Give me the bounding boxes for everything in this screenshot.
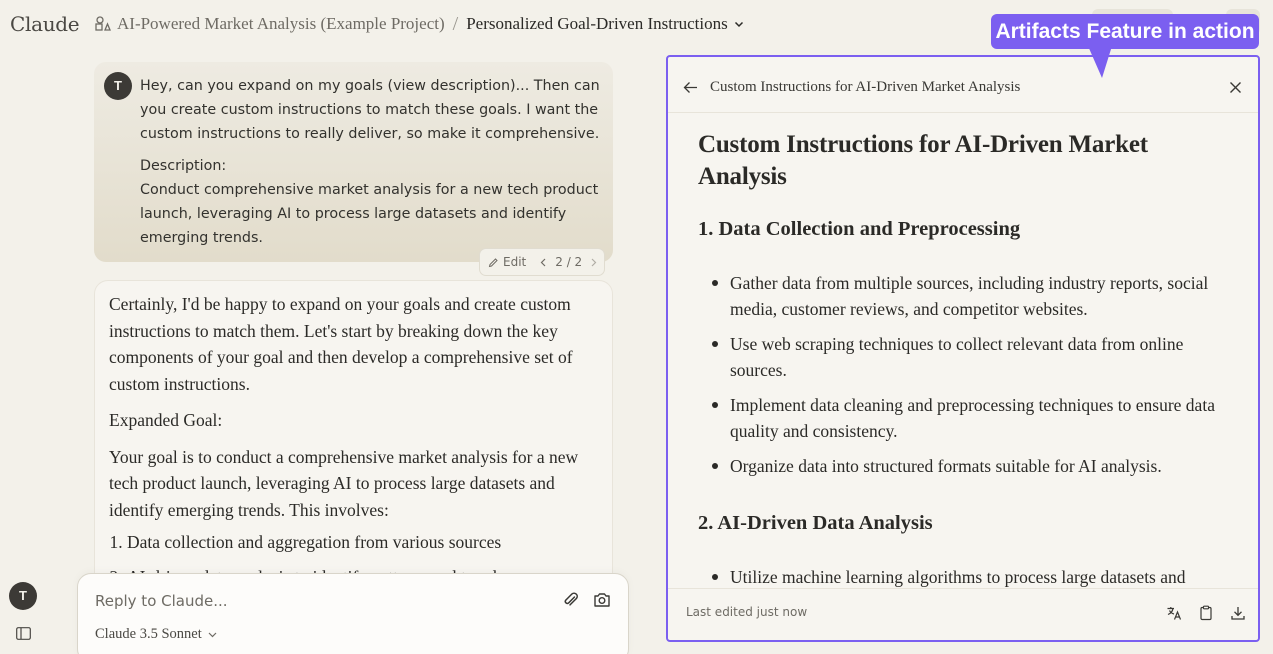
edit-label: Edit (503, 255, 527, 269)
conversation-title[interactable]: Personalized Goal-Driven Instructions (466, 14, 728, 33)
breadcrumb-separator: / (452, 13, 459, 35)
model-name: Claude 3.5 Sonnet (95, 626, 202, 642)
list-item: Utilize machine learning algorithms to process large datasets and (698, 564, 1238, 591)
artifact-content (698, 129, 1238, 591)
last-edited-status: Last edited just now (686, 605, 808, 619)
breadcrumb (94, 14, 745, 34)
user-message (94, 62, 613, 262)
assistant-paragraph: Your goal is to conduct a comprehensive market analysis for a new tech product launch, leveraging AI to process large datasets and identify emerging trends. This involves: (109, 446, 579, 520)
account-avatar[interactable]: T (9, 582, 37, 610)
artifact-panel (666, 55, 1260, 642)
user-message-paragraph: Hey, can you expand on my goals (view description)... Then can you create custom instructions to match these goals. I want the custom instructions to really deliver, so make it comprehensive. (140, 78, 600, 142)
reply-input[interactable]: Reply to Claude... (95, 592, 228, 610)
section-list (698, 564, 1238, 591)
edit-controls (479, 248, 605, 276)
list-item: Gather data from multiple sources, including industry reports, social media, customer reviews, and competitor websites. (698, 270, 1238, 322)
user-message-text (140, 74, 600, 258)
user-message-description: Description: Conduct comprehensive market analysis for a new tech product launch, leveraging AI to process large datasets and identify emerging trends. (140, 158, 599, 246)
section-heading: 2. AI-Driven Data Analysis (698, 512, 933, 534)
camera-icon[interactable] (593, 591, 611, 609)
chevron-down-icon[interactable] (733, 18, 745, 30)
chevron-right-icon[interactable] (588, 257, 599, 268)
close-icon[interactable] (1229, 81, 1242, 94)
artifact-header (668, 57, 1258, 113)
edit-button[interactable] (488, 255, 526, 269)
list-item: Implement data cleaning and preprocessing techniques to ensure data quality and consistency. (698, 392, 1238, 444)
project-icon (94, 15, 112, 33)
version-counter: 2 / 2 (555, 255, 583, 269)
translate-icon[interactable] (1166, 605, 1182, 621)
back-arrow-icon[interactable] (683, 81, 698, 94)
reply-composer[interactable] (77, 573, 629, 654)
breadcrumb-project[interactable]: AI-Powered Market Analysis (Example Project) (117, 14, 445, 33)
artifact-footer (668, 588, 1258, 640)
paperclip-icon[interactable] (562, 591, 580, 609)
list-item: 1. Data collection and aggregation from various sources (127, 529, 579, 556)
artifact-title: Custom Instructions for AI-Driven Market Analysis (698, 131, 1148, 190)
pencil-icon (488, 257, 499, 268)
annotation-callout: Artifacts Feature in action (991, 14, 1259, 49)
assistant-message-text (109, 291, 579, 598)
assistant-paragraph: Certainly, I'd be happy to expand on your goals and create custom instructions to match them. Let's start by breaking down the key components of your goal and then develop a comprehensive set of custom instructions. (109, 294, 573, 394)
sidebar-toggle-icon[interactable] (16, 627, 31, 640)
artifact-header-title: Custom Instructions for AI-Driven Market Analysis (710, 79, 1021, 95)
list-item: Use web scraping techniques to collect relevant data from online sources. (698, 331, 1238, 383)
model-selector[interactable] (95, 626, 218, 643)
download-icon[interactable] (1230, 605, 1246, 621)
assistant-paragraph: Expanded Goal: (109, 410, 223, 430)
chevron-left-icon[interactable] (538, 257, 549, 268)
chevron-down-icon (207, 629, 218, 640)
list-item: Organize data into structured formats suitable for AI analysis. (698, 453, 1238, 479)
copy-icon[interactable] (1198, 605, 1214, 621)
claude-logo[interactable]: Claude (10, 12, 80, 36)
section-heading: 1. Data Collection and Preprocessing (698, 218, 1021, 240)
section-list (698, 270, 1238, 479)
user-avatar: T (104, 72, 132, 100)
